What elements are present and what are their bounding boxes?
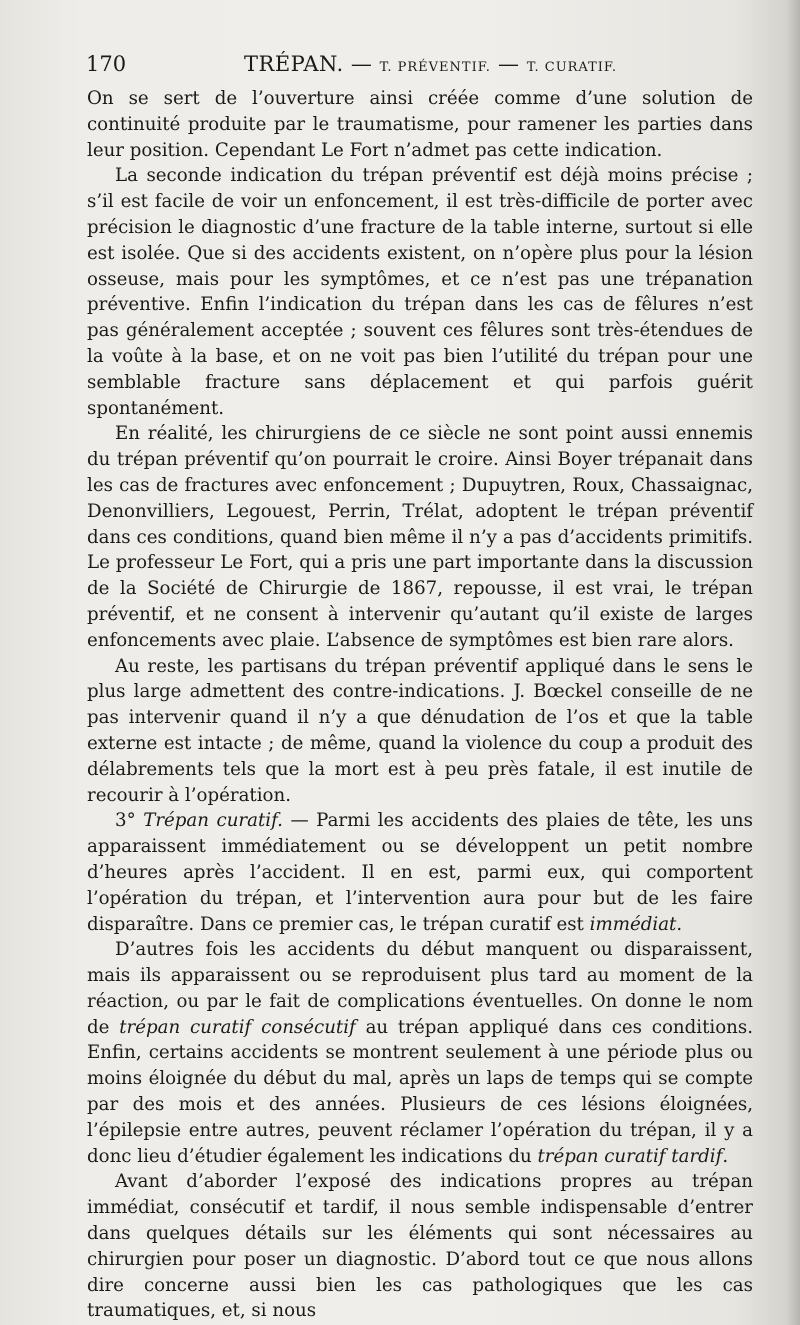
paragraph-5-end: . — [676, 913, 683, 935]
running-title — [244, 52, 617, 76]
paragraph-6-text-a: D’autres fois les accidents du début manquent ou disparaissent, mais ils apparaissent ou se reproduisent plus tard au moment de la réaction, ou par le fait de complications éventuelles. On donne le nom de — [87, 939, 753, 1038]
running-title-sub2: T. CURATIF. — [526, 60, 618, 75]
term-consecutif: trépan curatif consécutif — [119, 1016, 356, 1038]
paragraph-4: Au reste, les partisans du trépan préventif appliqué dans le sens le plus large admettent des contre-indications. J. Bœckel conseille de ne pas intervenir quand il n’y a que dénudation de l’os et que la table externe est intacte ; de même, quand la violence du coup a produit des délabrements tels que la mort est à peu près fatale, il est inutile de recourir à l’opération. — [87, 655, 753, 806]
page-number: 170 — [86, 52, 127, 76]
running-title-separator: — — [498, 52, 520, 76]
paragraph-2: La seconde indication du trépan préventif est déjà moins précise ; s’il est facile de voir un enfoncement, il est très-difficile de porter avec précision le diagnostic d’une fracture de la table interne, surtout si elle est isolée. Que si des accidents existent, on n’opère plus pour la lésion osseuse, mais pour les symptômes, et ce n’est pas une trépanation préventive. Enfin l’indication du trépan dans les cas de fêlures n’est pas généralement acceptée ; souvent ces fêlures sont très-étendues de la voûte à la base, et on ne voit pas bien l’utilité du trépan pour une semblable fracture sans déplacement et qui parfois guérit spontanément. — [87, 165, 753, 419]
term-tardif: trépan curatif tardif — [537, 1145, 723, 1167]
paragraph-5-text: — Parmi les accidents des plaies de tête, les uns apparaissent immédiatement ou se développent un petit nombre d’heures après l’accident. Il en est, parmi eux, qui comportent l’opération du trépan, et l’intervention aura pour but de les faire disparaître. Dans ce premier cas, le trépan curatif est — [87, 810, 753, 935]
running-title-sub1: T. PRÉVENTIF. — [379, 60, 491, 75]
body-text — [87, 86, 753, 1324]
paragraph-6 — [87, 937, 753, 1169]
paragraph-1: On se sert de l’ouverture ainsi créée comme d’une solution de continuité produite par le traumatisme, pour ramener les parties dans leur position. Cependant Le Fort n’admet pas cette indication. — [87, 88, 753, 161]
section-number: 3° — [115, 810, 136, 832]
paragraph-6-end: . — [722, 1145, 729, 1167]
paragraph-3: En réalité, les chirurgiens de ce siècle ne sont point aussi ennemis du trépan préventif qu’on pourrait le croire. Ainsi Boyer trépanait dans les cas de fractures avec enfoncement ; Dupuytren, Roux, Chassaignac, Denonvilliers, Legouest, Perrin, Trélat, adoptent le trépan préventif dans ces conditions, quand bien même il n’y a pas d’accidents primitifs. Le professeur Le Fort, qui a pris une part importante dans la discussion de la Société de Chirurgie de 1867, repousse, il est vrai, le trépan préventif, et ne consent à intervenir qu’autant qu’il existe de larges enfoncements avec plaie. L’absence de symptômes est bien rare alors. — [87, 423, 753, 651]
section-heading: Trépan curatif. — [143, 810, 283, 832]
paragraph-5 — [87, 808, 753, 937]
paragraph-7: Avant d’aborder l’exposé des indications propres au trépan immédiat, consécutif et tardif, il nous semble indispensable d’entrer dans quelques détails sur les éléments qui sont nécessaires au chirurgien pour poser un diagnostic. D’abord tout ce que nous allons dire concerne aussi bien les cas pathologiques que les cas traumatiques, et, si nous — [87, 1171, 753, 1322]
paragraph-6-text-b: au trépan appliqué dans ces conditions. Enfin, certains accidents se montrent seulement à une période plus ou moins éloignée du début du mal, après un laps de temps qui se compte par des mois et des années. Plusieurs de ces lésions éloignées, l’épilepsie entre autres, peuvent réclamer l’opération du trépan, il y a donc lieu d’étudier également les indications du — [87, 1016, 754, 1167]
running-title-main: TRÉPAN. — — [244, 52, 373, 76]
running-head — [86, 52, 756, 82]
term-immediat: immédiat — [589, 913, 677, 935]
page-edge-shadow — [786, 0, 800, 1325]
